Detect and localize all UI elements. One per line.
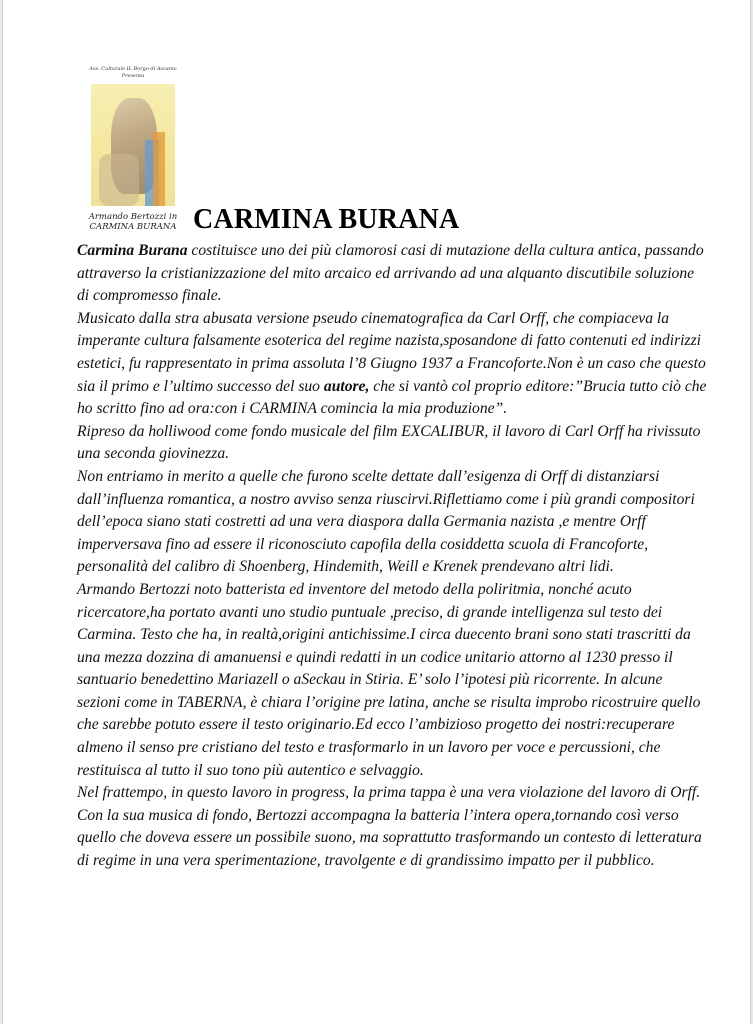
poster-image xyxy=(91,84,175,206)
paragraph-1-lead: Carmina Burana xyxy=(77,242,188,259)
paragraph-5: Armando Bertozzi noto batterista ed inventore del metodo della poliritmia, nonché acuto ricercatore,ha portato avanti uno studio puntuale ,preciso, di grande intelligenza sul testo dei Carmina. Testo che ha, in realtà,origini antichissime.I circa duecento brani sono stati trascritti da una mezza dozzina di amanuensi e quindi redatti in un codice unitario attorno al 1230 presso il santuario benedettino Mariazell o aSeckau in Stiria. E’ solo l’ipotesi più ricorrente. In alcune sezioni come in TABERNA, è chiara l’origine pre latina, anche se risulta improbo ricostruire quello che sarebbe potuto essere il testo originario.Ed ecco l’ambizioso progetto dei nostri:recuperare almeno il senso pre cristiano del testo e trasformarlo in un lavoro per voce e percussioni, che restituisca al tutto il suo tono più autentico e selvaggio. xyxy=(77,580,701,779)
paragraph-2-text-b: che si vantò col proprio editore:”Brucia tutto ciò che ho scritto fino ad ora:con i CARMINA comincia la mia produzione”. xyxy=(77,377,707,418)
presenter-subline: Presenta xyxy=(121,73,145,79)
document-page xyxy=(2,0,751,1024)
paragraph-3: Ripreso da holliwood come fondo musicale del film EXCALIBUR, il lavoro di Carl Orff ha rivissuto una seconda giovinezza. xyxy=(77,422,701,463)
paragraph-6: Nel frattempo, in questo lavoro in progress, la prima tappa è una vera violazione del lavoro di Orff. Con la sua musica di fondo, Bertozzi accompagna la batteria l’intera opera,tornando così verso quello che doveva essere un possibile suono, ma soprattutto trasformando un contesto di letteratura di regime in una vera sperimentazione, travolgente e di grandissimo impatto per il pubblico. xyxy=(77,784,702,870)
poster-caption-line1: Armando Bertozzi in xyxy=(88,212,178,222)
poster-orange-stripe xyxy=(153,132,165,206)
paragraph-2-text-a: Musicato dalla stra abusata versione pseudo cinematografica da Carl Orff, che compiaceva la imperante cultura falsamente esoterica del regime nazista,sposandone di fatto contenuti ed indirizzi estetici, fu rappresentato in prima assoluta l’8 Giugno 1937 a Francoforte.Non è un caso che questo sia il primo e l’ultimo successo del suo xyxy=(77,309,706,395)
poster-caption-line2: CARMINA BURANA xyxy=(89,222,177,232)
paragraph-2-bold: autore, xyxy=(323,377,370,395)
document-body xyxy=(77,240,707,873)
paragraph-4: Non entriamo in merito a quelle che furono scelte dettate dall’esigenza di Orff di distanziarsi dall’influenza romantica, a nostro avviso senza riuscirvi.Riflettiamo come i più grandi compositori dell’epoca siano stati costretti ad una vera diaspora dalla Germania nazista ,e mentre Orff imperversava fino ad essere il riconosciuto capofila della cosiddetta scuola di Francoforte, personalità del calibro di Shoenberg, Hindemith, Weill e Krenek prendevano altri lidi. xyxy=(77,467,695,576)
poster-shade xyxy=(99,154,139,206)
paragraph-1 xyxy=(77,240,707,308)
poster-caption xyxy=(77,212,189,232)
document-title: CARMINA BURANA xyxy=(193,204,460,235)
poster-header xyxy=(77,66,189,232)
paragraph-1-text: costituisce uno dei più clamorosi casi di mutazione della cultura antica, passando attraverso la cristianizzazione del mito arcaico ed arrivando ad una alquanto discutibile soluzione di compromesso finale. xyxy=(77,242,704,305)
paragraph-2 xyxy=(77,308,707,421)
presenter-line: Ass. Culturale IL Borgo di Ascanio xyxy=(89,66,177,72)
